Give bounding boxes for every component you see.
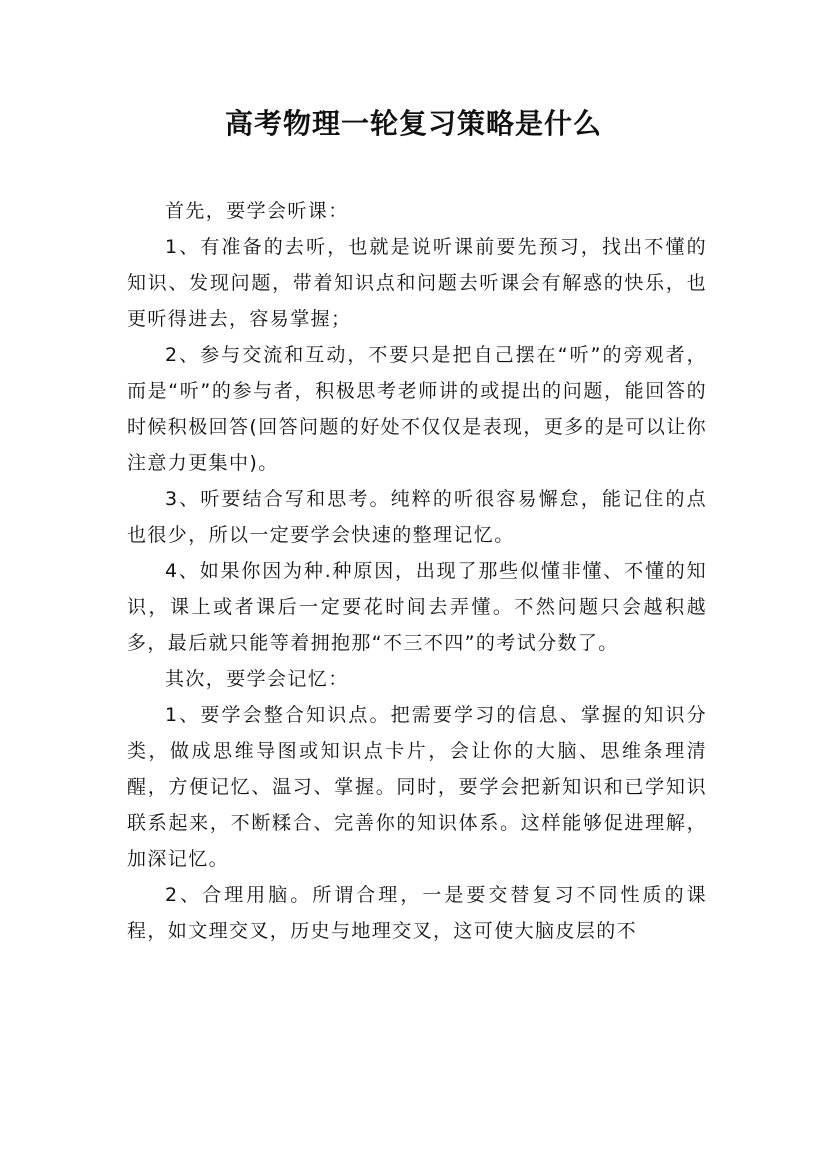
paragraph: 1、要学会整合知识点。把需要学习的信息、掌握的知识分类，做成思维导图或知识点卡片，会让你的大脑、思维条理清醒，方便记忆、温习、掌握。同时，要学会把新知识和已学知识联系起来，不断糅合、完善你的知识体系。这样能够促进理解，加深记忆。	[127, 704, 707, 870]
paragraph: 其次，要学会记忆：	[165, 668, 349, 690]
paragraph: 3、听要结合写和思考。纯粹的听很容易懈怠，能记住的点也很少，所以一定要学会快速的整理记忆。	[127, 488, 707, 546]
paragraph: 2、合理用脑。所谓合理，一是要交替复习不同性质的课程，如文理交叉，历史与地理交叉，这可使大脑皮层的不	[127, 884, 707, 942]
paragraph: 2、参与交流和互动，不要只是把自己摆在“听”的旁观者，而是“听”的参与者，积极思考老师讲的或提出的问题，能回答的时候积极回答(回答问题的好处不仅仅是表现，更多的是可以让你注意力更集中)。	[127, 344, 708, 474]
paragraph: 1、有准备的去听，也就是说听课前要先预习，找出不懂的知识、发现问题，带着知识点和问题去听课会有解惑的快乐，也更听得进去，容易掌握；	[127, 236, 707, 330]
document-body	[127, 193, 707, 949]
document-title: 高考物理一轮复习策略是什么	[224, 107, 602, 140]
paragraph: 4、如果你因为种.种原因，出现了那些似懂非懂、不懂的知识，课上或者课后一定要花时间去弄懂。不然问题只会越积越多，最后就只能等着拥抱那“不三不四”的考试分数了。	[127, 560, 707, 654]
paragraph: 首先，要学会听课：	[165, 200, 349, 222]
